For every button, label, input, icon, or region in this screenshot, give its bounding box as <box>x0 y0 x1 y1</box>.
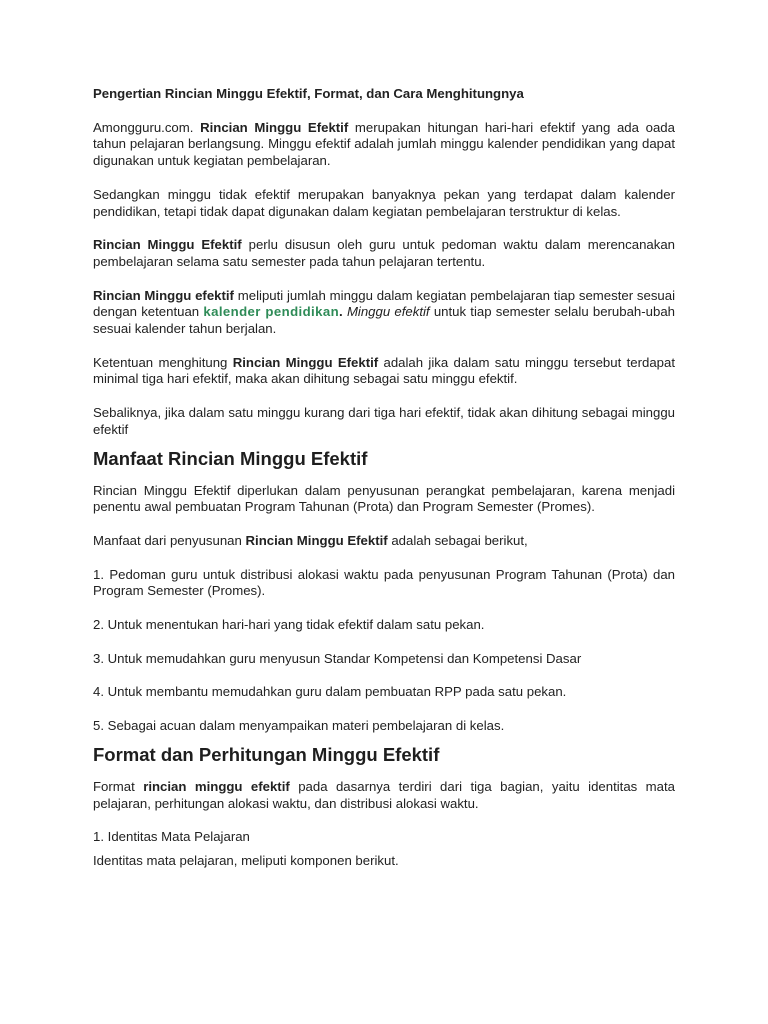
list-item: 4. Untuk membantu memudahkan guru dalam pembuatan RPP pada satu pekan. <box>93 684 567 700</box>
paragraph-text: perlu disusun oleh guru untuk pedoman waktu dalam merencanakan pembelajaran selama satu semester pada tahun pelajaran tertentu. <box>93 237 675 269</box>
paragraph-text: merupakan hitungan hari-hari efektif yang ada oada tahun pelajaran berlangsung. Minggu efektif adalah jumlah minggu kalender pendidikan yang dapat digunakan untuk kegiatan pembelajaran. <box>93 119 675 169</box>
subheading-identitas: 1. Identitas Mata Pelajaran <box>93 829 250 845</box>
paragraph-text: Ketentuan menghitung <box>93 354 228 370</box>
bold-term: Rincian Minggu Efektif <box>93 237 242 253</box>
paragraph-manfaat-intro: Rincian Minggu Efektif diperlukan dalam penyusunan perangkat pembelajaran, karena menjadi penentu awal pembuatan Program Tahunan (Prota) dan Program Semester (Promes). <box>93 482 675 515</box>
paragraph-tidak-efektif: Sedangkan minggu tidak efektif merupakan banyaknya pekan yang terdapat dalam kalender pendidikan, tetapi tidak dapat digunakan dalam kegiatan pembelajaran terstruktur di kelas. <box>93 186 675 219</box>
bold-term: Rincian Minggu Efektif <box>232 354 379 370</box>
paragraph-format <box>93 779 675 812</box>
list-item: 3. Untuk memudahkan guru menyusun Standar Kompetensi dan Kompetensi Dasar <box>93 650 582 666</box>
bold-term: rincian minggu efektif <box>143 778 290 794</box>
heading-format: Format dan Perhitungan Minggu Efektif <box>93 743 440 765</box>
paragraph-manfaat-list-intro <box>93 533 675 550</box>
paragraph-text: Manfaat dari penyusunan <box>93 532 242 548</box>
paragraph-identitas: Identitas mata pelajaran, meliputi komponen berikut. <box>93 852 399 868</box>
paragraph-intro <box>93 120 675 170</box>
list-item: 1. Pedoman guru untuk distribusi alokasi waktu pada penyusunan Program Tahunan (Prota) dan Program Semester (Promes). <box>93 566 675 599</box>
paragraph-text: adalah sebagai berikut, <box>391 532 528 548</box>
bold-term: Rincian Minggu Efektif <box>245 532 388 548</box>
list-item: 5. Sebagai acuan dalam menyampaikan materi pembelajaran di kelas. <box>93 718 505 734</box>
paragraph-sebaliknya: Sebaliknya, jika dalam satu minggu kurang dari tiga hari efektif, tidak akan dihitung sebagai minggu efektif <box>93 405 675 437</box>
paragraph-text: meliputi jumlah minggu dalam kegiatan pembelajaran tiap semester sesuai dengan ketentuan <box>93 287 676 320</box>
paragraph-text: adalah jika dalam satu minggu tersebut terdapat minimal tiga hari efektif, maka akan dihitung sebagai satu minggu efektif. <box>93 354 675 387</box>
list-item: 2. Untuk menentukan hari-hari yang tidak efektif dalam satu pekan. <box>93 617 485 633</box>
article-body <box>93 86 675 870</box>
article-title: Pengertian Rincian Minggu Efektif, Format, dan Cara Menghitungnya <box>93 86 524 101</box>
paragraph-text: Format <box>93 778 135 794</box>
paragraph-text: pada dasarnya terdiri dari tiga bagian, yaitu identitas mata pelajaran, perhitungan alokasi waktu, dan distribusi alokasi waktu. <box>93 778 676 811</box>
heading-manfaat: Manfaat Rincian Minggu Efektif <box>93 447 368 469</box>
paragraph-text: untuk tiap semester selalu berubah-ubah sesuai kalender tahun berjalan. <box>93 304 675 337</box>
paragraph-disusun <box>93 237 675 270</box>
period: . <box>339 304 343 320</box>
bold-term: Rincian Minggu efektif <box>93 287 234 303</box>
bold-term: Rincian Minggu Efektif <box>200 119 349 135</box>
italic-term: Minggu efektif <box>346 304 430 320</box>
paragraph-meliputi <box>93 288 675 338</box>
paragraph-ketentuan <box>93 355 675 388</box>
kalender-pendidikan-link[interactable]: kalender pendidikan <box>203 304 340 320</box>
site-name: Amongguru.com. <box>93 119 194 135</box>
